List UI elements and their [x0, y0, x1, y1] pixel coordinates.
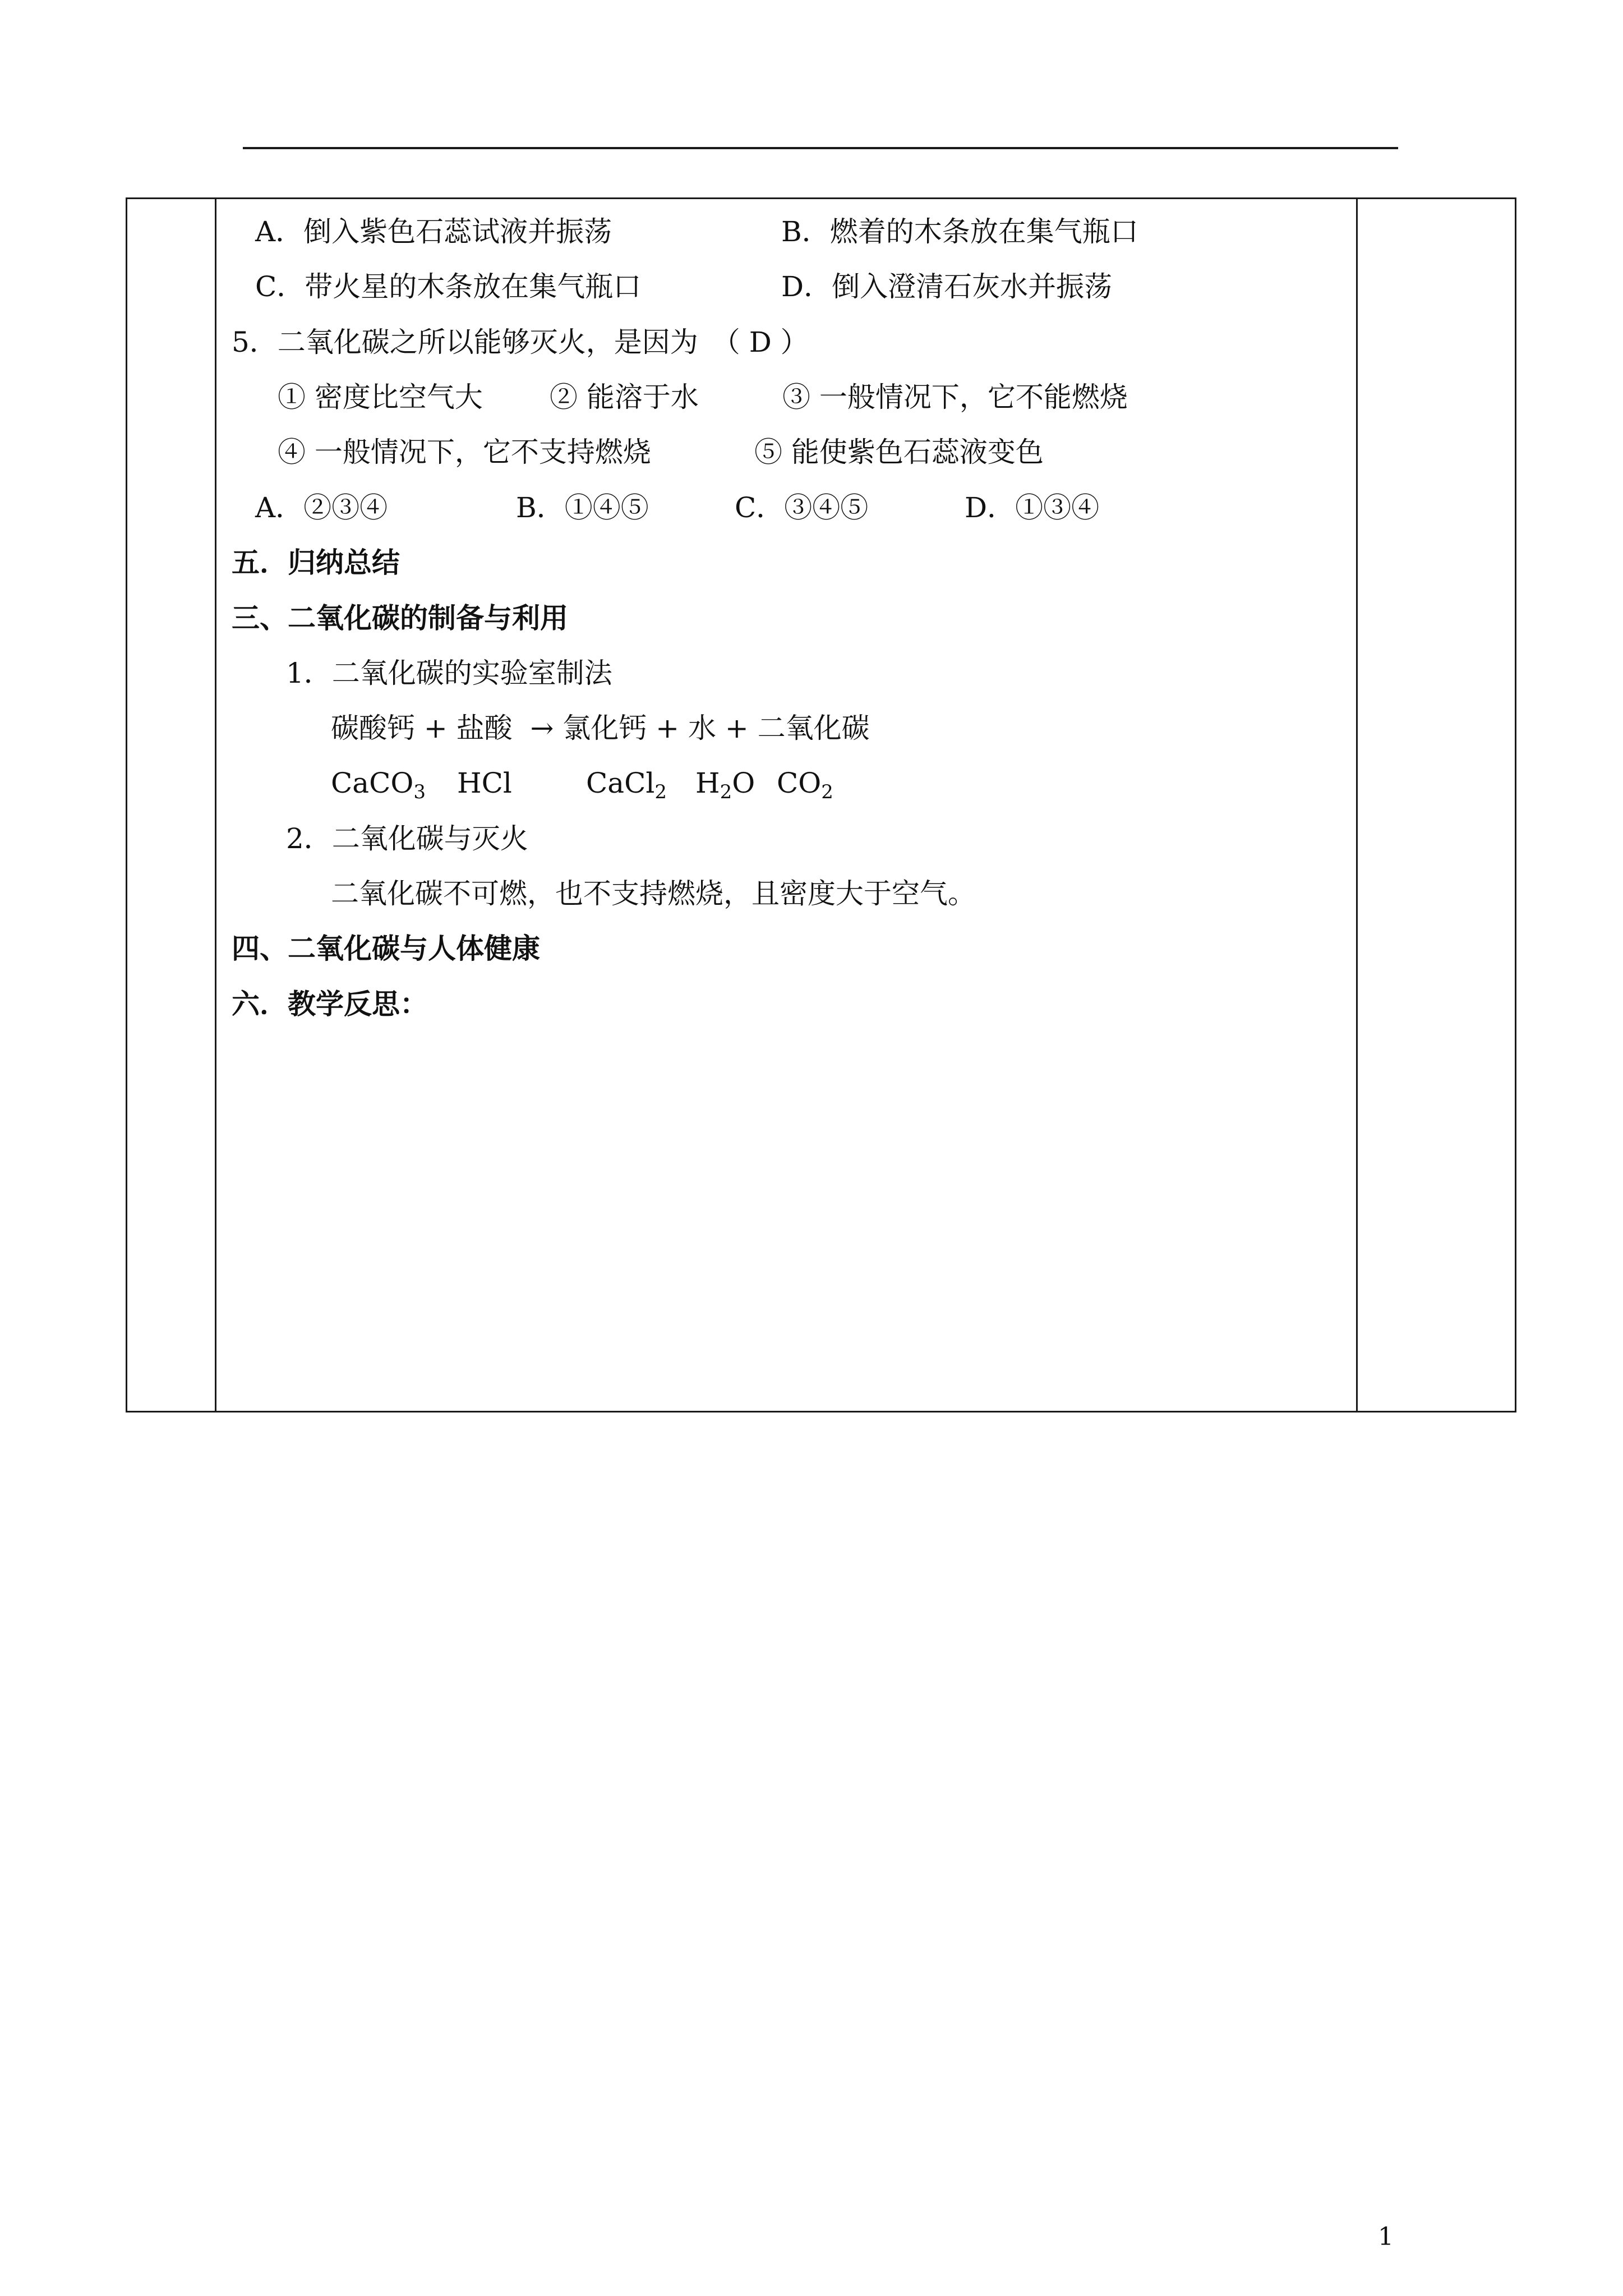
q4-option-c: C．带火星的木条放在集气瓶口	[255, 270, 642, 303]
q5-item-4: ④ 一般情况下，它不支持燃烧	[278, 436, 651, 468]
q4-option-a: A．倒入紫色石蕊试液并振荡	[255, 215, 612, 248]
section-4-heading: 四、二氧化碳与人体健康	[232, 932, 540, 965]
fire-extinguishing-text: 二氧化碳不可燃，也不支持燃烧，且密度大于空气。	[331, 877, 976, 910]
table-column-divider-right	[1356, 197, 1358, 1412]
table-column-divider-left	[215, 197, 216, 1412]
section-3-heading: 三、二氧化碳的制备与利用	[232, 601, 568, 634]
reaction-words: 碳酸钙 + 盐酸 → 氯化钙 + 水 + 二氧化碳	[331, 712, 870, 744]
q5-option-d: D．①③④	[965, 491, 1100, 524]
q4-option-b: B．燃着的木条放在集气瓶口	[781, 215, 1138, 248]
q5-option-b: B．①④⑤	[516, 491, 649, 524]
formula-cacl2: CaCl$_2$	[586, 767, 667, 803]
q5-option-c: C．③④⑤	[735, 491, 869, 524]
fire-extinguishing-item: 2．二氧化碳与灭火	[286, 822, 528, 855]
formula-co2: $CO_2$	[777, 767, 833, 803]
q5-item-3: ③ 一般情况下，它不能燃烧	[782, 381, 1128, 413]
summary-heading: 五．归纳总结	[232, 546, 400, 579]
formula-hcl: HCl	[457, 767, 512, 799]
formula-caco3: CaCO$_3$	[331, 767, 426, 803]
page-number: 1	[1378, 2223, 1394, 2251]
lab-preparation-item: 1．二氧化碳的实验室制法	[286, 657, 612, 689]
q4-option-d: D．倒入澄清石灰水并振荡	[781, 270, 1113, 303]
header-rule	[243, 147, 1398, 149]
q5-item-2: ② 能溶于水	[550, 381, 699, 413]
q5-option-a: A．②③④	[255, 491, 388, 524]
q5-item-5: ⑤ 能使紫色石蕊液变色	[754, 436, 1044, 468]
formula-h2o: $H_2O$	[695, 767, 755, 803]
q5-item-1: ① 密度比空气大	[278, 381, 483, 413]
q5-stem: 5．二氧化碳之所以能够灭火，是因为 （ D ）	[232, 326, 809, 358]
teaching-reflection-heading: 六．教学反思：	[232, 987, 428, 1020]
